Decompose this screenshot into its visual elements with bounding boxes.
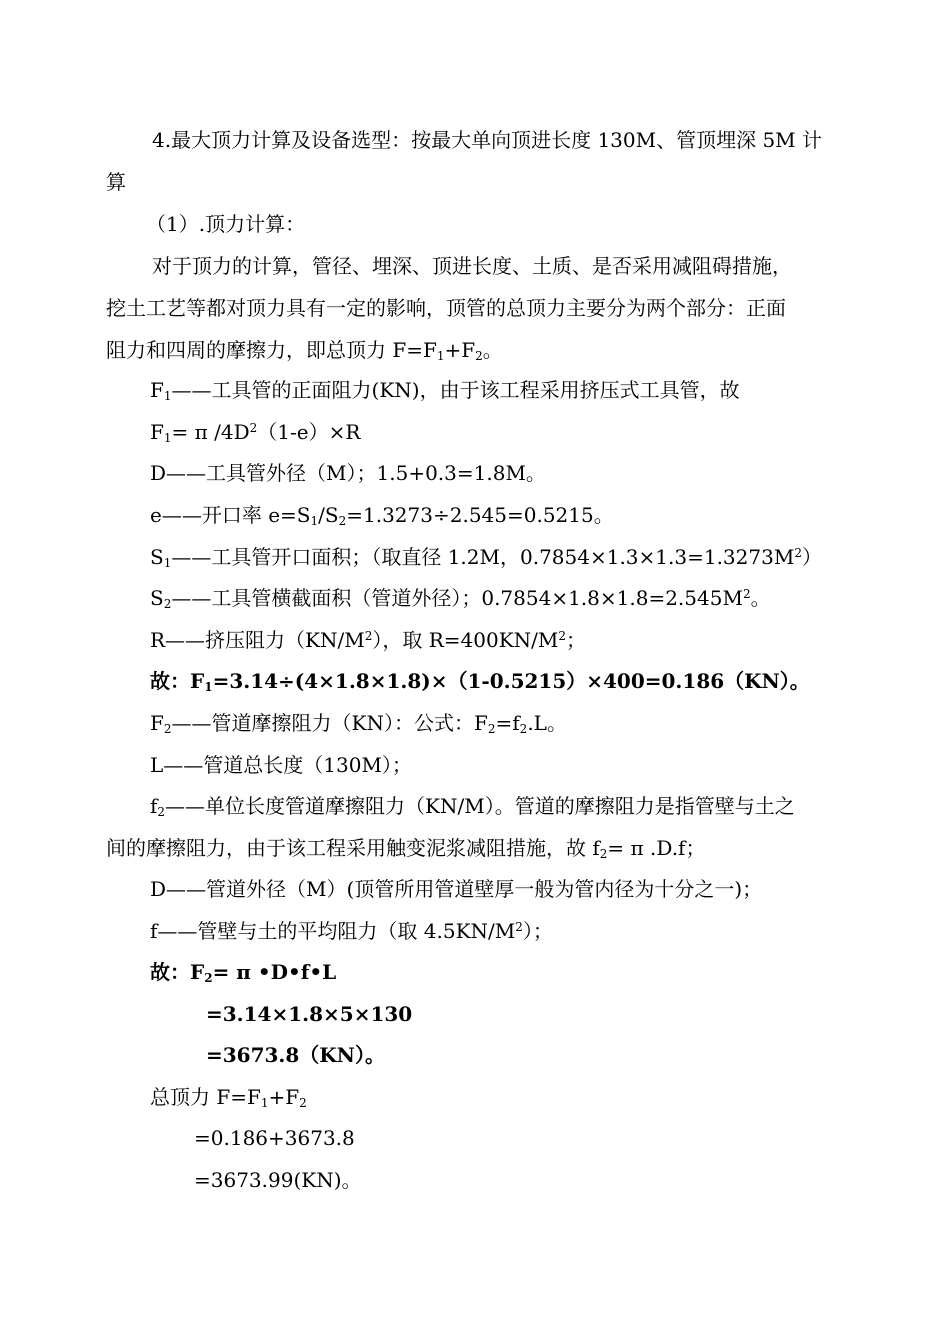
d2-definition: D——管道外径（M）(顶管所用管道壁厚一般为管内径为十分之一)； [150,877,763,901]
d-definition: D——工具管外径（M）；1.5+0.3=1.8M。 [150,461,546,485]
f2-result-line-1: 故：$F_2= \pi$ •D•f•L [150,960,337,985]
heading-line-1: 4.最大顶力计算及设备选型：按最大单向顶进长度 130M、管顶埋深 5M 计 [152,128,823,152]
l-definition: L——管道总长度（130M）； [150,753,412,777]
heading-line-2: 算 [106,170,126,194]
total-line-3: =3673.99(KN)。 [194,1168,362,1192]
f1-formula: $F_1= \pi$ $/4D^2(1-e)\times R$ [150,420,361,445]
r-definition: R——挤压阻力$(KN/M^2)$，取 $R=400KN/M^2$； [150,628,587,652]
f2-unit-definition-line-2: 间的摩擦阻力，由于该工程采用触变泥浆减阻措施，故 $f_2= \pi$ .D.f； [106,836,706,861]
f2-unit-definition-line-1: $f_2——$单位长度管道摩擦阻力（KN/M）。管道的摩擦阻力是指管壁与土之 [150,794,795,819]
total-line-2: =0.186+3673.8 [194,1126,355,1150]
f2-result-line-3: =3673.8（KN）。 [206,1043,385,1067]
s1-definition: $S_1——$工具管开口面积；（取直径 1.2M，$0.7854\times 1.3\times 1.3=1.3273M^2$） [150,545,822,570]
intro-line-1: 对于顶力的计算，管径、埋深、顶进长度、土质、是否采用减阻碍措施， [152,254,792,278]
intro-line-3: 阻力和四周的摩擦力，即总顶力 $F=F_1+F_2$。 [106,338,503,363]
f2-result-line-2: =3.14×1.8×5×130 [206,1002,413,1026]
section-title: （1）.顶力计算： [146,212,306,236]
s2-definition: $S_2——$工具管横截面积（管道外径）；$0.7854\times 1.8\times 1.8=2.545M^2$。 [150,586,771,611]
intro-line-2: 挖土工艺等都对顶力具有一定的影响，顶管的总顶力主要分为两个部分：正面 [106,296,786,320]
total-line-1: 总顶力 $F=F_1+F_2$ [150,1085,307,1110]
f1-definition: $F_1——$工具管的正面阻力(KN)，由于该工程采用挤压式工具管，故 [150,378,740,403]
f-definition: f——管壁与土的平均阻力（取 $4.5KN/M^2$）； [150,919,553,943]
f2-definition: $F_2——$管道摩擦阻力（KN）：公式：$F_2=f_2.L$。 [150,711,567,736]
f1-result: 故：$F_1=3.14\div(4\times 1.8\times 1.8)\times(1-0.5215)\times 400=0.186(KN)$。 [150,669,810,694]
e-definition: e——开口率 $e=S_1/S_2=1.3273\div 2.545=0.5215$。 [150,503,614,528]
